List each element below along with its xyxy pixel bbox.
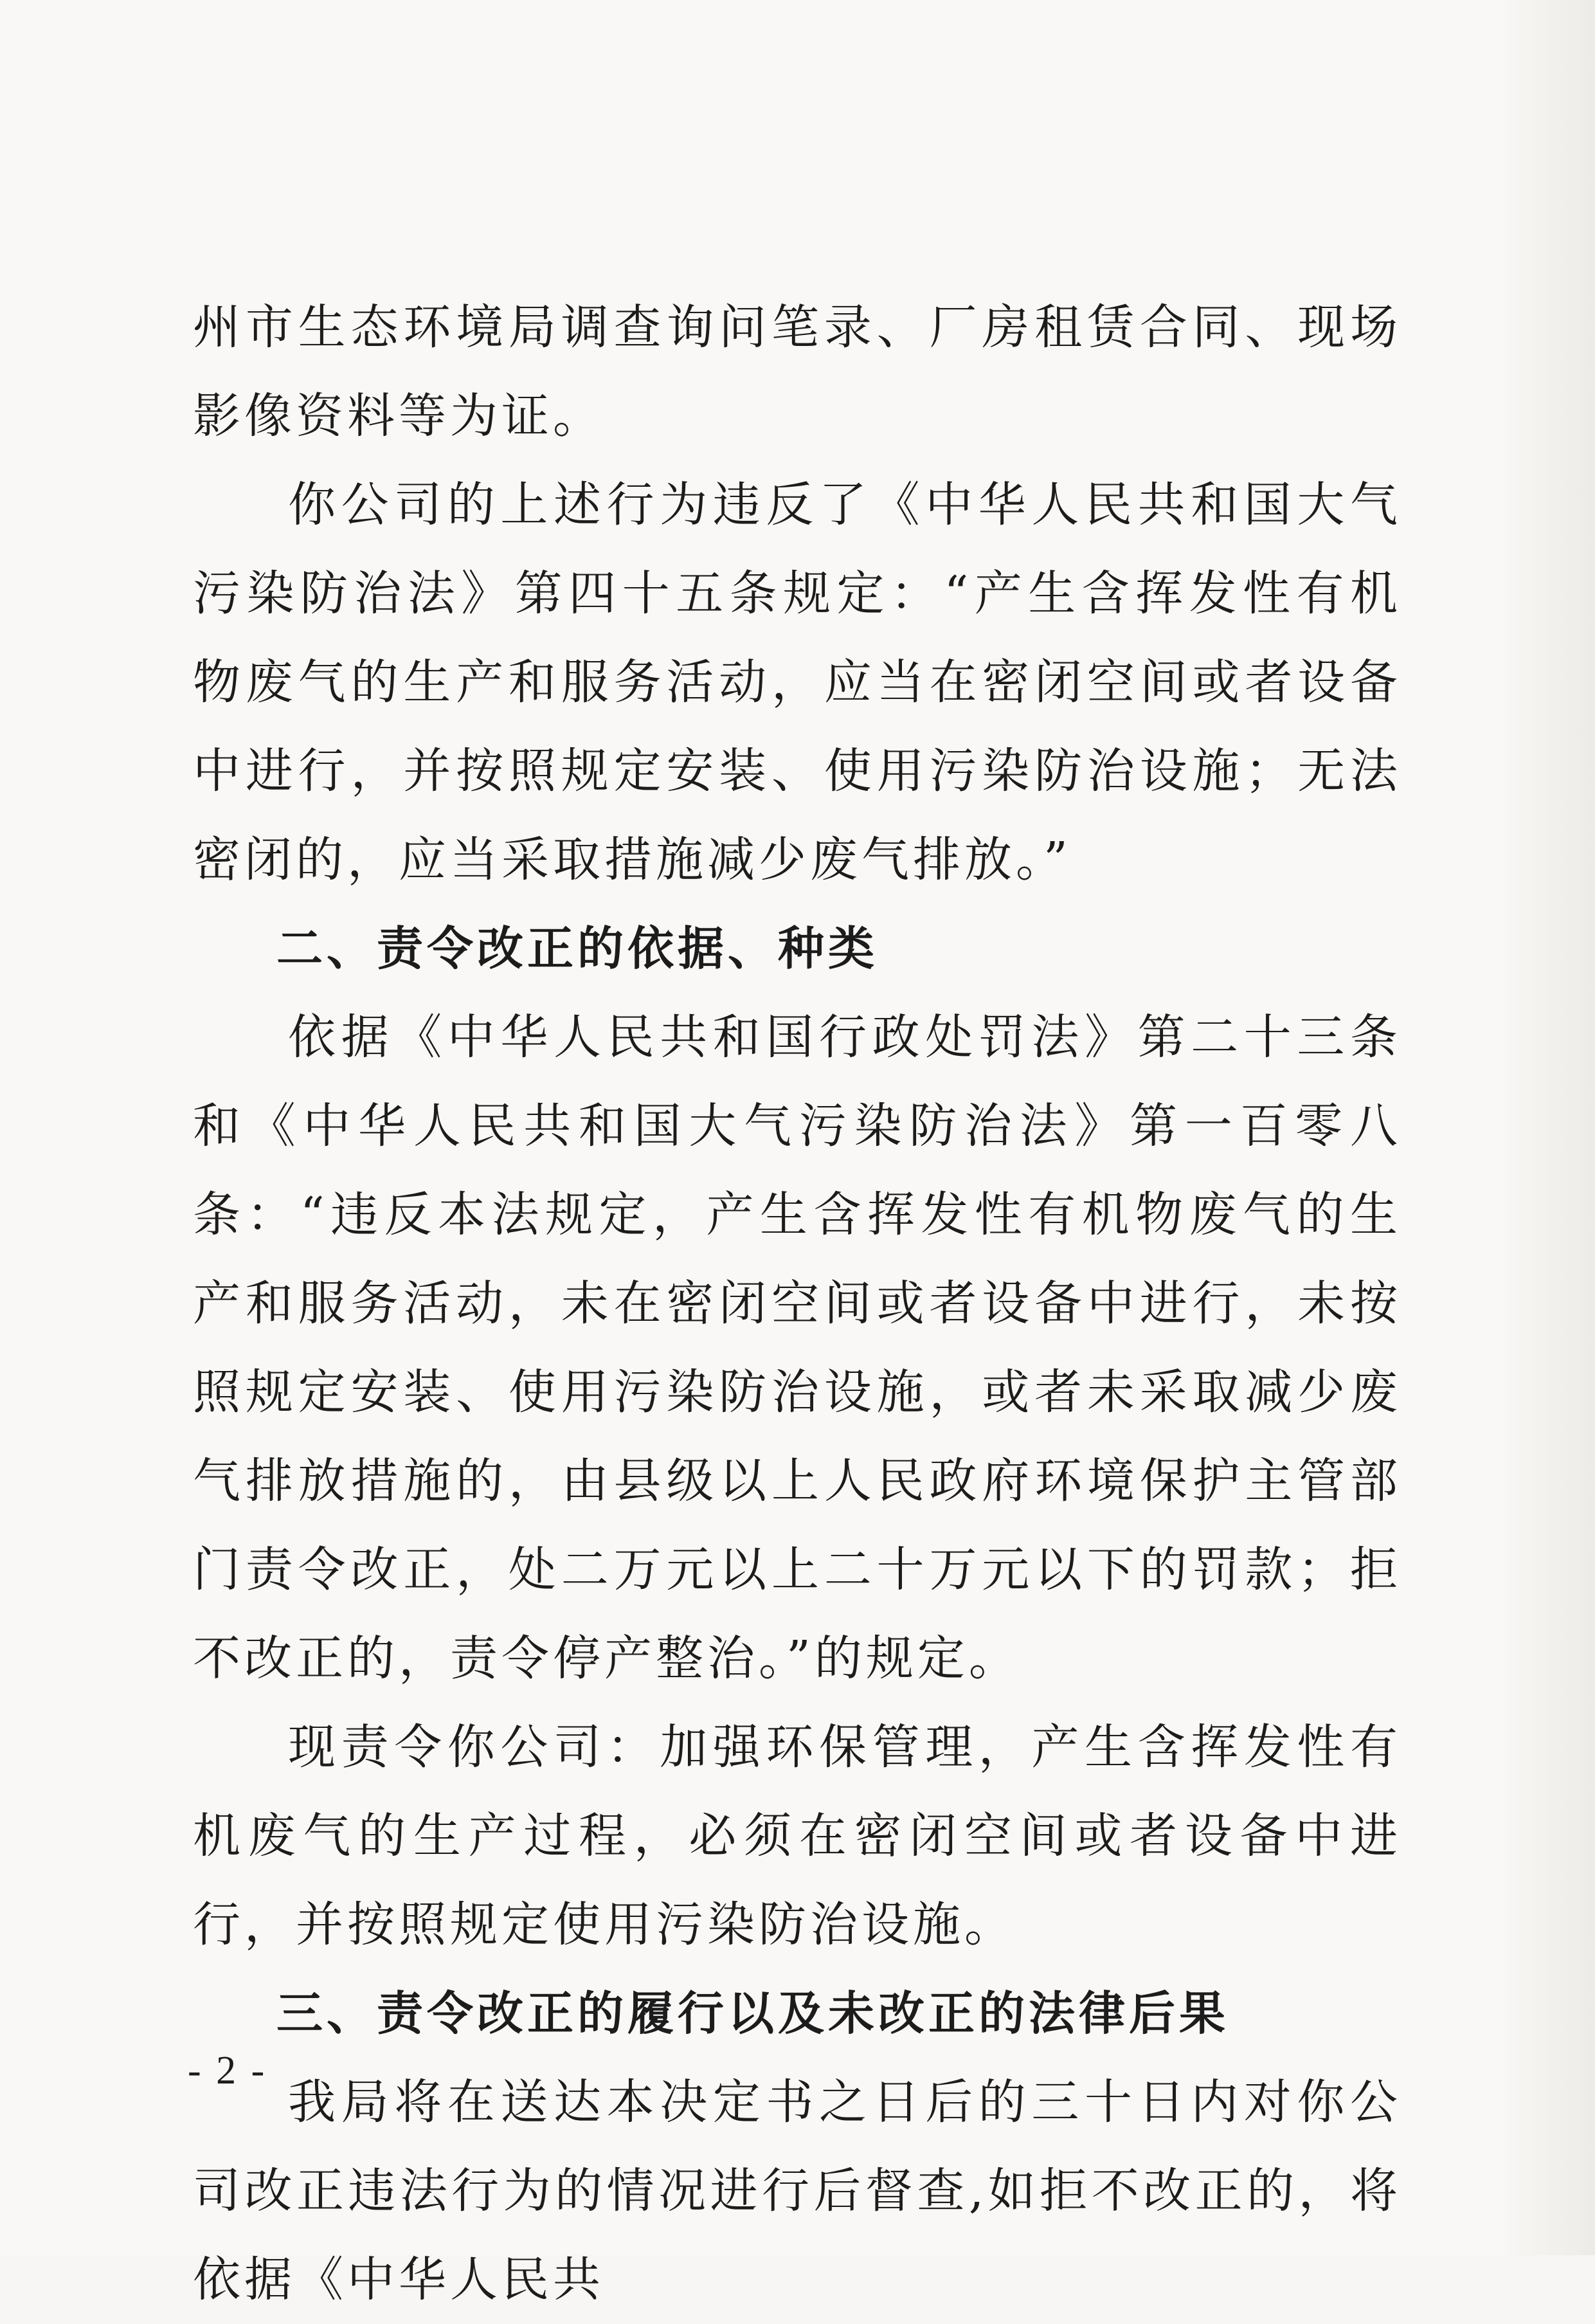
paragraph-legal-basis: 依据《中华人民共和国行政处罚法》第二十三条和《中华人民共和国大气污染防治法》第一百零八条：“违反本法规定，产生含挥发性有机物废气的生产和服务活动，未在密闭空间或者设备中进行，未按照规定安装、使用污染防治设施，或者未采取减少废气排放措施的，由县级以上人民政府环境保护主管部门责令改正，处二万元以上二十万元以下的罚款；拒不改正的，责令停产整治。”的规定。 [193, 1010, 1401, 1686]
page-number: - 2 - [188, 2049, 267, 2093]
paragraph-order: 现责令你公司：加强环保管理，产生含挥发性有机废气的生产过程，必须在密闭空间或者设备中进行，并按照规定使用污染防治设施。 [193, 1720, 1401, 1952]
scan-shadow [1498, 0, 1595, 2255]
paragraph-violation: 你公司的上述行为违反了《中华人民共和国大气污染防治法》第四十五条规定：“产生含挥发性有机物废气的生产和服务活动，应当在密闭空间或者设备中进行，并按照规定安装、使用污染防治设施；无法密闭的，应当采取措施减少废气排放。” [193, 477, 1401, 887]
paragraph-evidence: 州市生态环境局调查询问笔录、厂房租赁合同、现场影像资料等为证。 [193, 300, 1401, 444]
section-heading-consequences: 三、责令改正的履行以及未改正的法律后果 [276, 1986, 1230, 2040]
paragraph-follow-up: 我局将在送达本决定书之日后的三十日内对你公司改正违法行为的情况进行后督查,如拒不改正的，将依据《中华人民共 [193, 2074, 1401, 2307]
section-heading-basis: 二、责令改正的依据、种类 [276, 921, 879, 976]
document-body [193, 283, 1401, 2324]
